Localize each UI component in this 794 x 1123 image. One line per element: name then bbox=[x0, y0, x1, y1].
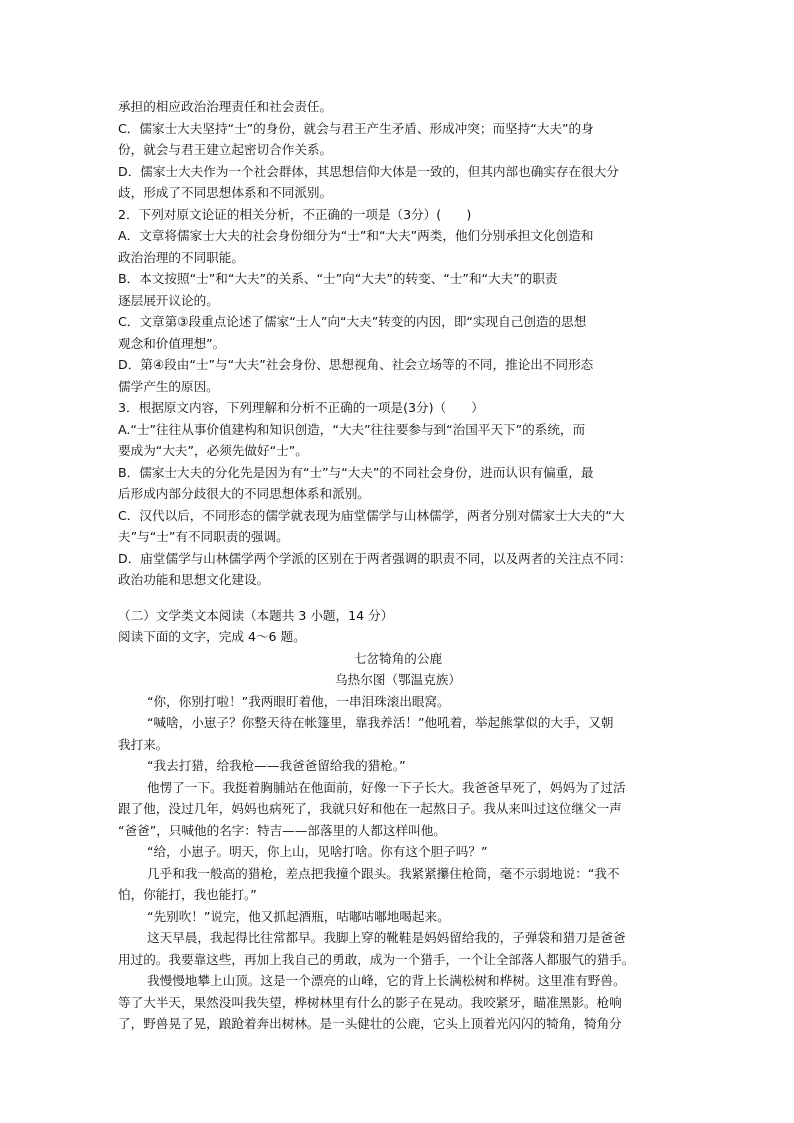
text-line: 后形成内部分歧很大的不同思想体系和派别。 bbox=[118, 486, 370, 501]
question-section bbox=[118, 96, 678, 591]
text-line: 儒学产生的原因。 bbox=[118, 378, 219, 394]
story-line: “我去打猎，给我枪——我爸爸留给我的猎枪。” bbox=[147, 758, 406, 773]
text-line: B．儒家士大夫的分化先是因为有“士”与“大夫”的不同社会身份，进而认识有偏重，最 bbox=[118, 464, 594, 480]
text-line: 2．下列对原文论证的相关分析，不正确的一项是（3分）( ) bbox=[118, 206, 472, 222]
story-body bbox=[118, 691, 678, 1035]
text-line: D．第④段由“士”与“大夫”社会身份、思想视角、社会立场等的不同，推论出不同形态 bbox=[118, 357, 594, 372]
story-line: 怕，你能打，我也能打。” bbox=[118, 887, 257, 902]
text-line: 承担的相应政治治理责任和社会责任。 bbox=[118, 99, 333, 114]
story-line: 我打来。 bbox=[118, 736, 169, 752]
text-line: 3．根据原文内容，下列理解和分析不正确的一项是(3分)（ ） bbox=[118, 400, 484, 415]
text-line: 份，就会与君王建立起密切合作关系。 bbox=[118, 142, 333, 157]
text-line: C．文章第③段重点论述了儒家“士人”向“大夫”转变的内因，即“实现自己创造的思想 bbox=[118, 314, 587, 329]
text-line: 政治功能和思想文化建设。 bbox=[118, 572, 270, 587]
document-page bbox=[118, 96, 678, 1035]
text-line: B．本文按照“士”和“大夫”的关系、“士”向“大夫”的转变、“士”和“大夫”的职责 bbox=[118, 271, 558, 286]
story-line: 用过的。我要靠这些，再加上我自己的勇敢，成为一个猎手，一个让全部落人都服气的猎手。 bbox=[118, 951, 635, 967]
story-line: 了，野兽晃了晃，踉跄着奔出树林。是一头健壮的公鹿，它头上顶着光闪闪的犄角，犄角分 bbox=[118, 1016, 622, 1031]
story-author: 乌热尔图（鄂温克族） bbox=[335, 672, 461, 687]
text-line: A．文章将儒家士大夫的社会身份细分为“士”和“大夫”两类，他们分别承担文化创造和 bbox=[118, 228, 594, 243]
story-line: “爸爸”，只喊他的名字：特吉——部落里的人都这样叫他。 bbox=[118, 822, 446, 838]
reading-instruction: 阅读下面的文字，完成 4～6 题。 bbox=[118, 629, 306, 644]
story-line: 等了大半天，果然没叫我失望，桦树林里有什么的影子在晃动。我咬紧牙，瞄准黑影。枪响 bbox=[118, 994, 622, 1010]
story-line: 几乎和我一般高的猎枪，差点把我撞个跟头。我紧紧攥住枪筒，毫不示弱地说：“我不 bbox=[147, 865, 620, 881]
story-title: 七岔犄角的公鹿 bbox=[353, 650, 443, 666]
text-line: 政治治理的不同职能。 bbox=[118, 249, 244, 265]
section-header: （二）文学类文本阅读（本题共 3 小题，14 分） bbox=[118, 607, 394, 623]
text-line: A.“士”往往从事价值建构和知识创造，“大夫”往往要参与到“治国平天下”的系统，而 bbox=[118, 421, 586, 437]
text-line: 逐层展开议论的。 bbox=[118, 292, 219, 308]
text-line: 歧，形成了不同思想体系和不同派别。 bbox=[118, 185, 333, 200]
story-line: “先别吹！”说完，他又抓起酒瓶，咕嘟咕嘟地喝起来。 bbox=[147, 908, 450, 924]
story-line: 我慢慢地攀上山顶。这是一个漂亮的山峰，它的背上长满松树和桦树。这里准有野兽。 bbox=[147, 973, 626, 988]
story-line: “喊啥，小崽子？你整天待在帐篷里，靠我养活！”他吼着，举起熊掌似的大手，又朝 bbox=[147, 715, 614, 730]
story-line: “给，小崽子。明天，你上山，见啥打啥。你有这个胆子吗？” bbox=[147, 844, 488, 859]
text-line: 夫”与“士”有不同职责的强调。 bbox=[118, 529, 289, 544]
story-line: 他愣了一下。我挺着胸脯站在他面前，好像一下子长大。我爸爸早死了，妈妈为了过活 bbox=[147, 779, 626, 795]
text-line: C．汉代以后，不同形态的儒学就表现为庙堂儒学与山林儒学，两者分别对儒家士大夫的“大 bbox=[118, 507, 625, 523]
text-line: 观念和价值理想”。 bbox=[118, 335, 226, 351]
text-line: D．庙堂儒学与山林儒学两个学派的区别在于两者强调的职责不同，以及两者的关注点不同： bbox=[118, 550, 632, 566]
story-line: 跟了他，没过几年，妈妈也病死了，我就只好和他在一起熬日子。我从来叫过这位继父一声 bbox=[118, 801, 622, 816]
text-line: C．儒家士大夫坚持“士”的身份，就会与君王产生矛盾、形成冲突；而坚持“大夫”的身 bbox=[118, 120, 594, 136]
story-line: “你，你别打啦！”我两眼盯着他，一串泪珠滚出眼窝。 bbox=[147, 693, 450, 709]
story-line: 这天早晨，我起得比往常都早。我脚上穿的靴鞋是妈妈留给我的，子弹袋和猎刀是爸爸 bbox=[147, 930, 626, 945]
text-line: 要成为“大夫”，必须先做好“士”。 bbox=[118, 443, 308, 458]
text-line: D．儒家士大夫作为一个社会群体，其思想信仰大体是一致的，但其内部也确实存在很大分 bbox=[118, 163, 619, 179]
section-gap bbox=[118, 591, 678, 605]
